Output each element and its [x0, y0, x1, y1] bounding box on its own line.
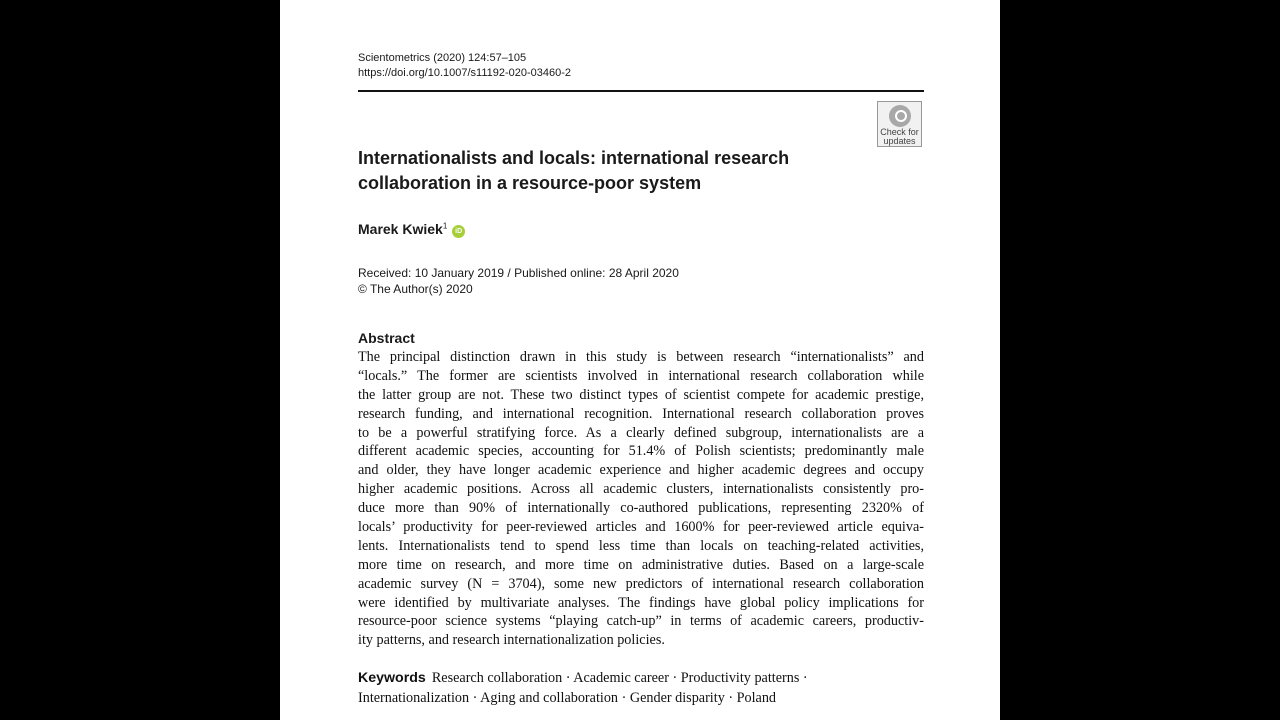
abstract-line: “locals.” The former are scientists involved in international research collaboration while: [358, 367, 924, 384]
abstract-heading: Abstract: [358, 330, 415, 346]
title-line-1: Internationalists and locals: international research: [358, 148, 790, 168]
title-line-2: collaboration in a resource-poor system: [358, 173, 702, 193]
keywords-list-1: Research collaboration · Academic career · Productivity patterns ·: [431, 670, 808, 686]
journal-citation: Scientometrics (2020) 124:57–105: [358, 52, 527, 64]
abstract-line: academic survey (N = 3704), some new predictors of international research collaboration: [358, 575, 924, 592]
abstract-line: to be a powerful stratifying force. As a clearly defined subgroup, internationalists are a: [358, 424, 924, 441]
paper-page: [280, 0, 1000, 720]
orcid-icon[interactable]: iD: [452, 225, 465, 238]
keywords-label: Keywords: [358, 670, 426, 686]
badge-label-line1: Check for: [880, 127, 919, 137]
abstract-line: The principal distinction drawn in this study is between research “internationalists” and: [358, 349, 924, 365]
update-check-icon: [889, 105, 911, 127]
badge-label-line2: updates: [883, 136, 916, 146]
abstract-line: higher academic positions. Across all academic clusters, internationalists consistently pro-: [358, 481, 924, 498]
abstract-body: [358, 348, 924, 650]
abstract-line: duce more than 90% of internationally co-authored publications, representing 2320% of: [358, 500, 924, 517]
received-published: Received: 10 January 2019 / Published online: 28 April 2020: [358, 266, 679, 280]
abstract-line: resource-poor science systems “playing catch-up” in terms of academic careers, productiv-: [358, 613, 924, 630]
abstract-line: and older, they have longer academic experience and higher academic degrees and occupy: [358, 462, 924, 479]
copyright: © The Author(s) 2020: [358, 282, 473, 296]
paper-title: [358, 146, 828, 196]
doi-link[interactable]: https://doi.org/10.1007/s11192-020-03460-2: [358, 67, 572, 79]
abstract-line: more time on research, and more time on administrative duties. Based on a large-scale: [358, 556, 924, 573]
publication-dates: [358, 265, 679, 297]
abstract-line: were identified by multivariate analyses. The findings have global policy implications for: [358, 594, 924, 611]
abstract-line: locals’ productivity for peer-reviewed articles and 1600% for peer-reviewed article equiva-: [358, 519, 924, 536]
abstract-line: different academic species, accounting for 51.4% of Polish scientists; predominantly male: [358, 443, 924, 460]
author-affiliation: 1: [442, 221, 448, 231]
author-name[interactable]: Marek Kwiek: [358, 221, 443, 237]
abstract-line: ity patterns, and research internationalization policies.: [358, 632, 665, 649]
keywords-line-2: Internationalization · Aging and collaboration · Gender disparity · Poland: [358, 690, 777, 706]
badge-label: [878, 128, 921, 146]
journal-header: [358, 51, 571, 81]
keywords: [358, 668, 924, 708]
abstract-line: research funding, and international recognition. International research collaboration proves: [358, 405, 924, 422]
check-for-updates-badge[interactable]: [877, 101, 922, 147]
abstract-line: lents. Internationalists tend to spend less time than locals on teaching-related activities,: [358, 537, 924, 554]
keywords-line-1: [358, 668, 924, 688]
abstract-line: the latter group are not. These two distinct types of scientist compete for academic prestige,: [358, 386, 924, 403]
header-rule: [358, 90, 924, 92]
author-line: [358, 221, 465, 238]
